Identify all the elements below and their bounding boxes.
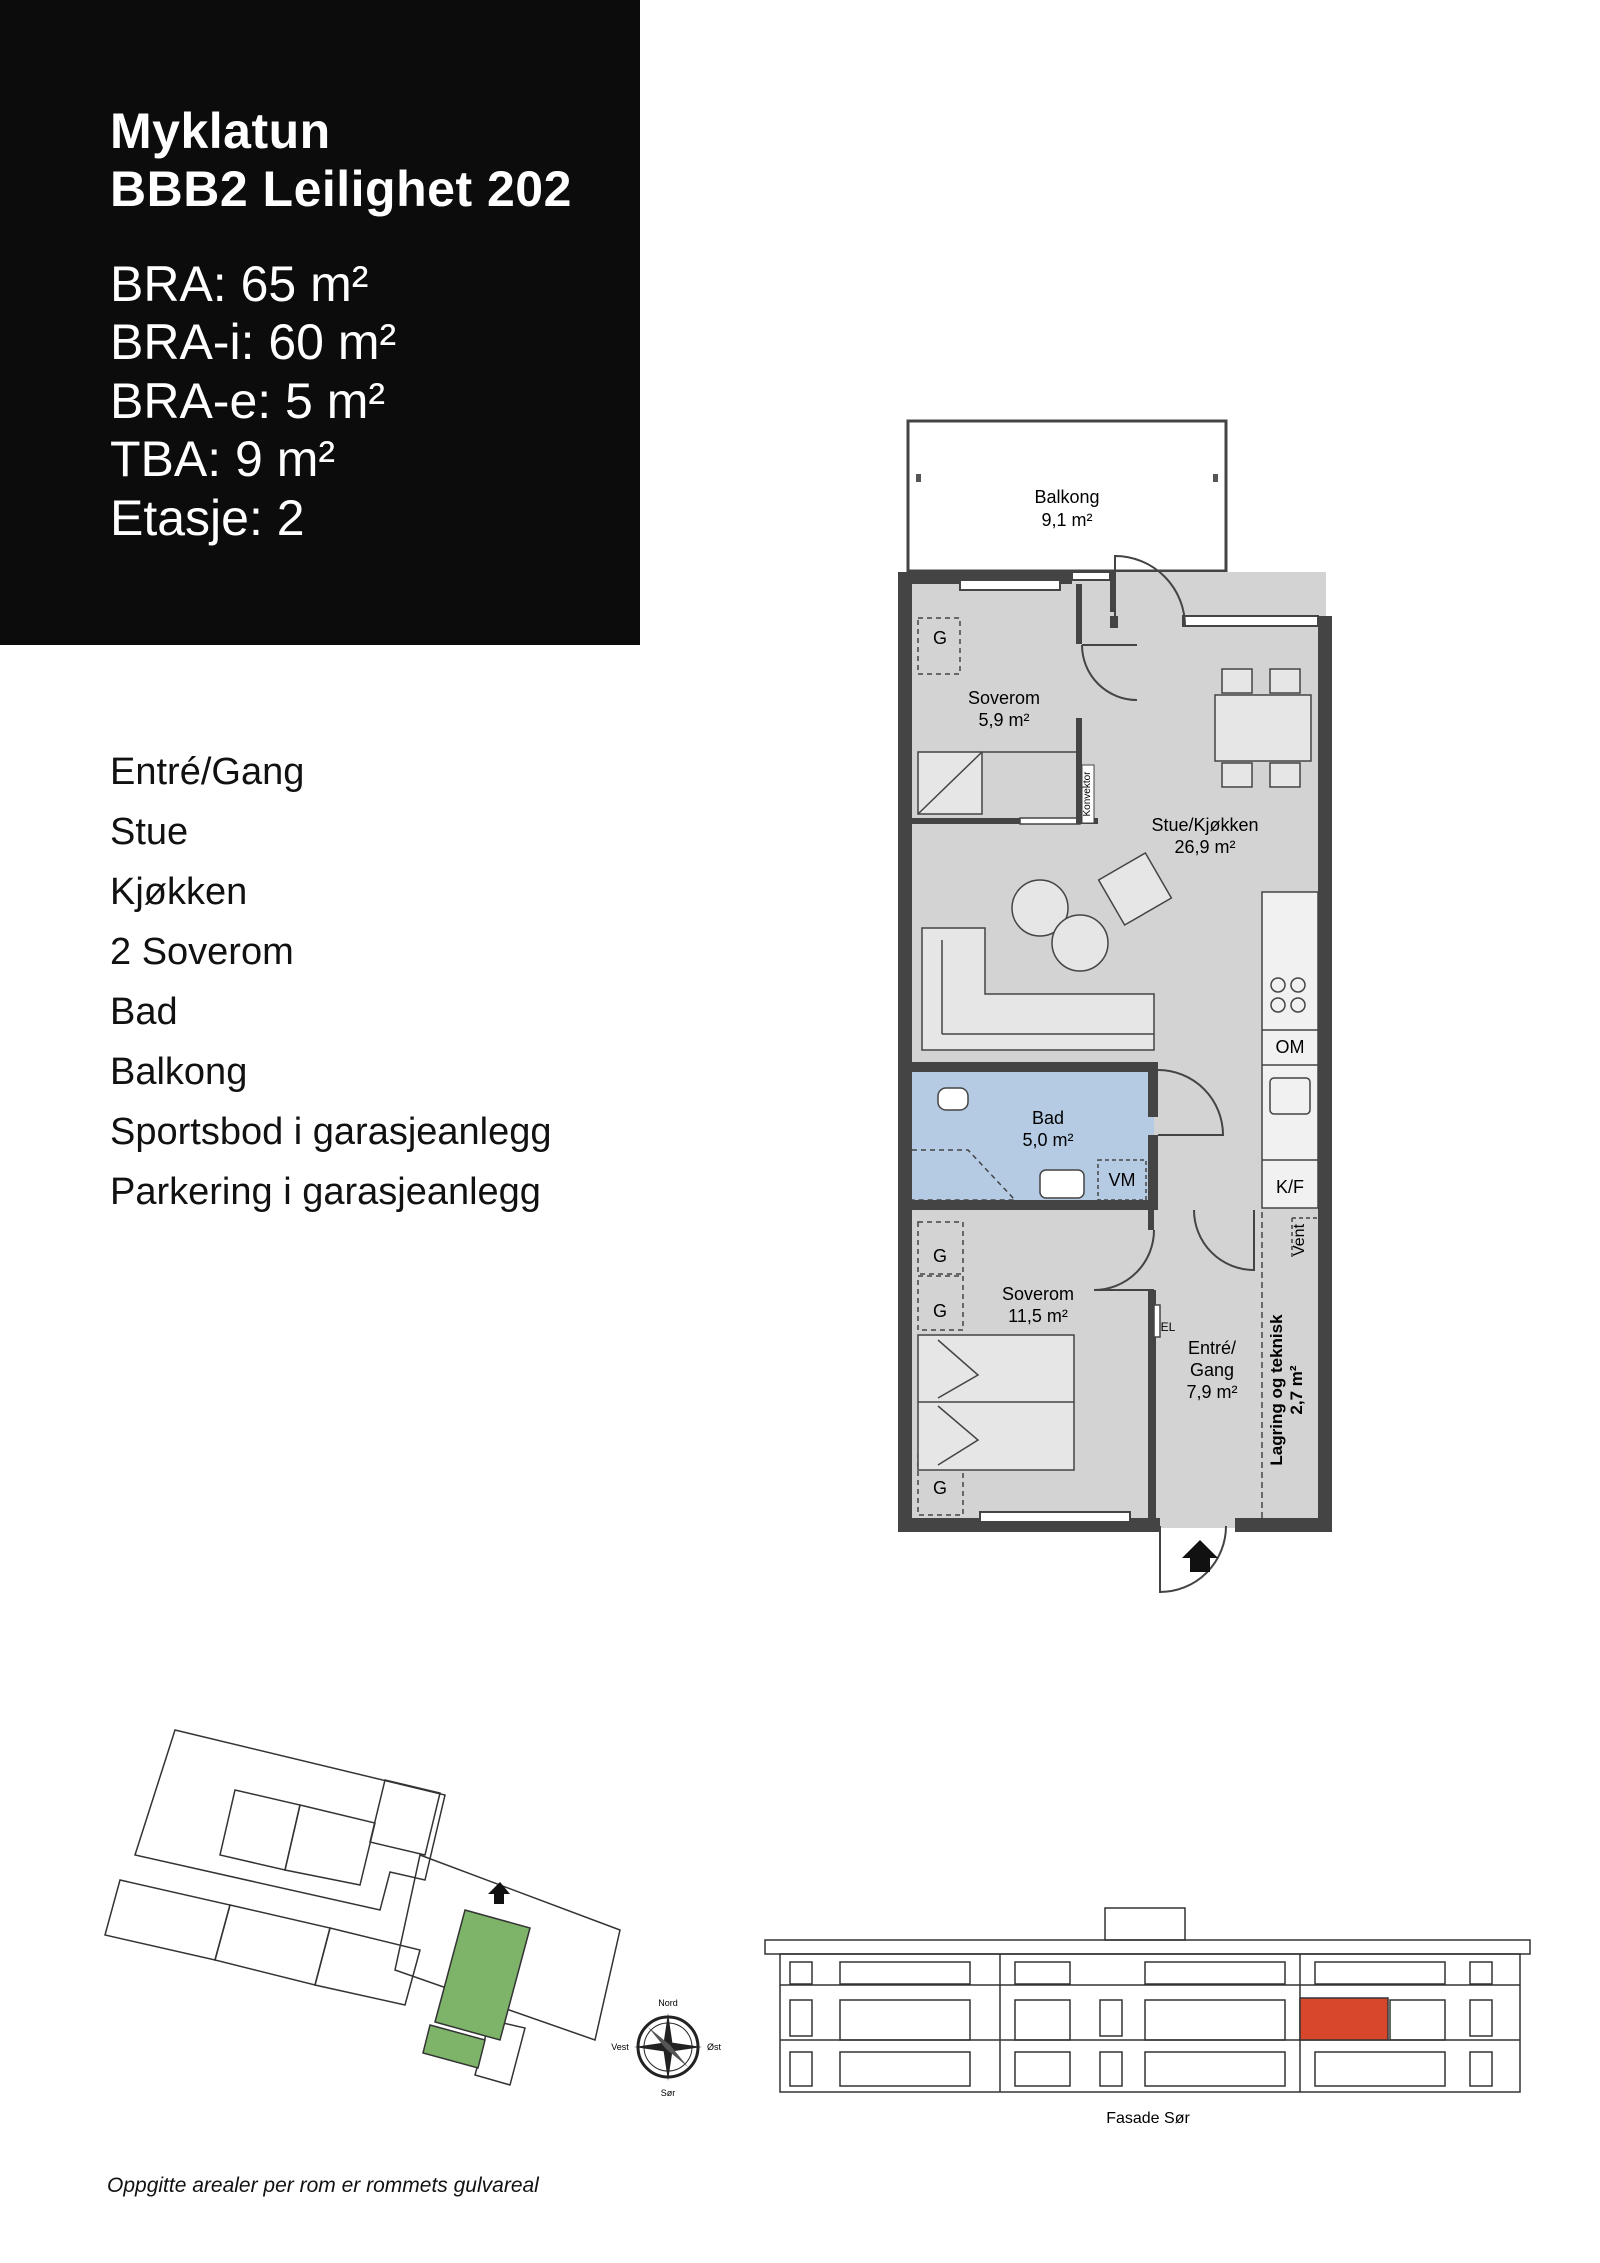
feature-item: Bad — [110, 991, 178, 1033]
wall-interior — [912, 818, 1020, 824]
room-name: Soverom — [1001, 1284, 1075, 1304]
el-panel — [1154, 1305, 1160, 1337]
compass-south: Sør — [660, 2088, 676, 2098]
window — [1072, 572, 1110, 580]
wall-bath-north — [904, 1062, 1158, 1072]
unit-highlight — [435, 1910, 530, 2040]
wall-bath-east — [1148, 1135, 1158, 1210]
sliding-door — [1020, 818, 1080, 824]
washer-label: VM — [1108, 1170, 1136, 1190]
compass-east: Øst — [706, 2042, 722, 2052]
toilet-icon — [938, 1088, 968, 1110]
chair — [1270, 763, 1300, 787]
unit-highlight — [1300, 1998, 1388, 2040]
facade-outline — [765, 1908, 1530, 2092]
feature-item: 2 Soverom — [110, 931, 294, 973]
chair — [1222, 763, 1252, 787]
floor-level: Etasje: 2 — [110, 490, 305, 546]
area-bra: BRA: 65 m² — [110, 256, 369, 312]
facade-caption: Fasade Sør — [1106, 2110, 1190, 2127]
window — [1183, 616, 1318, 626]
el-label: EL — [1160, 1320, 1176, 1334]
washbasin-icon — [1040, 1170, 1084, 1198]
feature-item: Parkering i garasjeanlegg — [110, 1171, 541, 1213]
window — [960, 580, 1060, 590]
room-area: 26,9 m² — [1174, 837, 1236, 857]
room-name: Balkong — [1034, 487, 1100, 507]
wall-bath-south — [904, 1200, 1158, 1210]
fridge-freezer-label: K/F — [1275, 1177, 1305, 1197]
site-buildings — [105, 1730, 620, 2085]
room-name: Stue/Kjøkken — [1151, 815, 1259, 835]
room-area: 5,0 m² — [1022, 1130, 1074, 1150]
project-name: Myklatun — [110, 103, 331, 159]
wall-west — [898, 572, 912, 1530]
area-bra-e: BRA-e: 5 m² — [110, 373, 386, 429]
room-name: Bad — [1031, 1108, 1065, 1128]
compass-north: Nord — [658, 1998, 678, 2008]
room-area: 9,1 m² — [1041, 510, 1093, 530]
header-block — [0, 0, 640, 645]
footnote: Oppgitte arealer per rom er rommets gulvareal — [107, 2174, 539, 2197]
feature-list — [110, 742, 552, 1222]
wardrobe-label: G — [932, 1301, 948, 1321]
facade-drawing — [760, 1902, 1540, 2142]
chair — [1222, 669, 1252, 693]
area-bra-i: BRA-i: 60 m² — [110, 314, 397, 370]
room-name: Soverom — [967, 688, 1041, 708]
wardrobe-label: G — [932, 628, 948, 648]
room-name: Gang — [1189, 1360, 1235, 1380]
area-tba: TBA: 9 m² — [110, 431, 336, 487]
coffee-table — [1052, 915, 1108, 971]
window — [980, 1512, 1130, 1522]
compass-west: Vest — [611, 2042, 629, 2052]
oven-microwave-label: OM — [1275, 1037, 1305, 1057]
wardrobe-label: G — [932, 1478, 948, 1498]
chair — [1270, 669, 1300, 693]
wall-south-right — [1235, 1518, 1332, 1532]
vent-label: Vent — [1291, 1223, 1308, 1257]
wall-interior — [1148, 1210, 1154, 1230]
wall-bath-east — [1148, 1062, 1158, 1117]
balcony-post — [916, 474, 921, 482]
wall-east — [1318, 616, 1332, 1530]
balcony-post — [1213, 474, 1218, 482]
unit-name: BBB2 Leilighet 202 — [110, 161, 572, 217]
floor-plan — [880, 415, 1340, 1615]
dining-table — [1215, 695, 1311, 761]
room-area: 7,9 m² — [1186, 1382, 1238, 1402]
feature-item: Stue — [110, 811, 189, 853]
feature-item: Kjøkken — [110, 871, 248, 913]
entrance-arrow-icon — [488, 1882, 510, 1904]
feature-item: Balkong — [110, 1051, 248, 1093]
feature-item: Entré/Gang — [110, 751, 305, 793]
room-area: 11,5 m² — [1008, 1306, 1068, 1326]
room-area: 5,9 m² — [978, 710, 1030, 730]
room-area: 2,7 m² — [1287, 1365, 1306, 1415]
feature-item: Sportsbod i garasjeanlegg — [110, 1111, 552, 1153]
room-name: Entré/ — [1187, 1338, 1237, 1358]
site-plan — [100, 1720, 630, 2120]
wall-interior — [1076, 584, 1082, 644]
compass-rose — [606, 1992, 736, 2102]
konvektor-label: Konvektor — [1082, 771, 1093, 817]
room-name: Lagring og teknisk — [1267, 1314, 1286, 1466]
wardrobe-label: G — [932, 1246, 948, 1266]
